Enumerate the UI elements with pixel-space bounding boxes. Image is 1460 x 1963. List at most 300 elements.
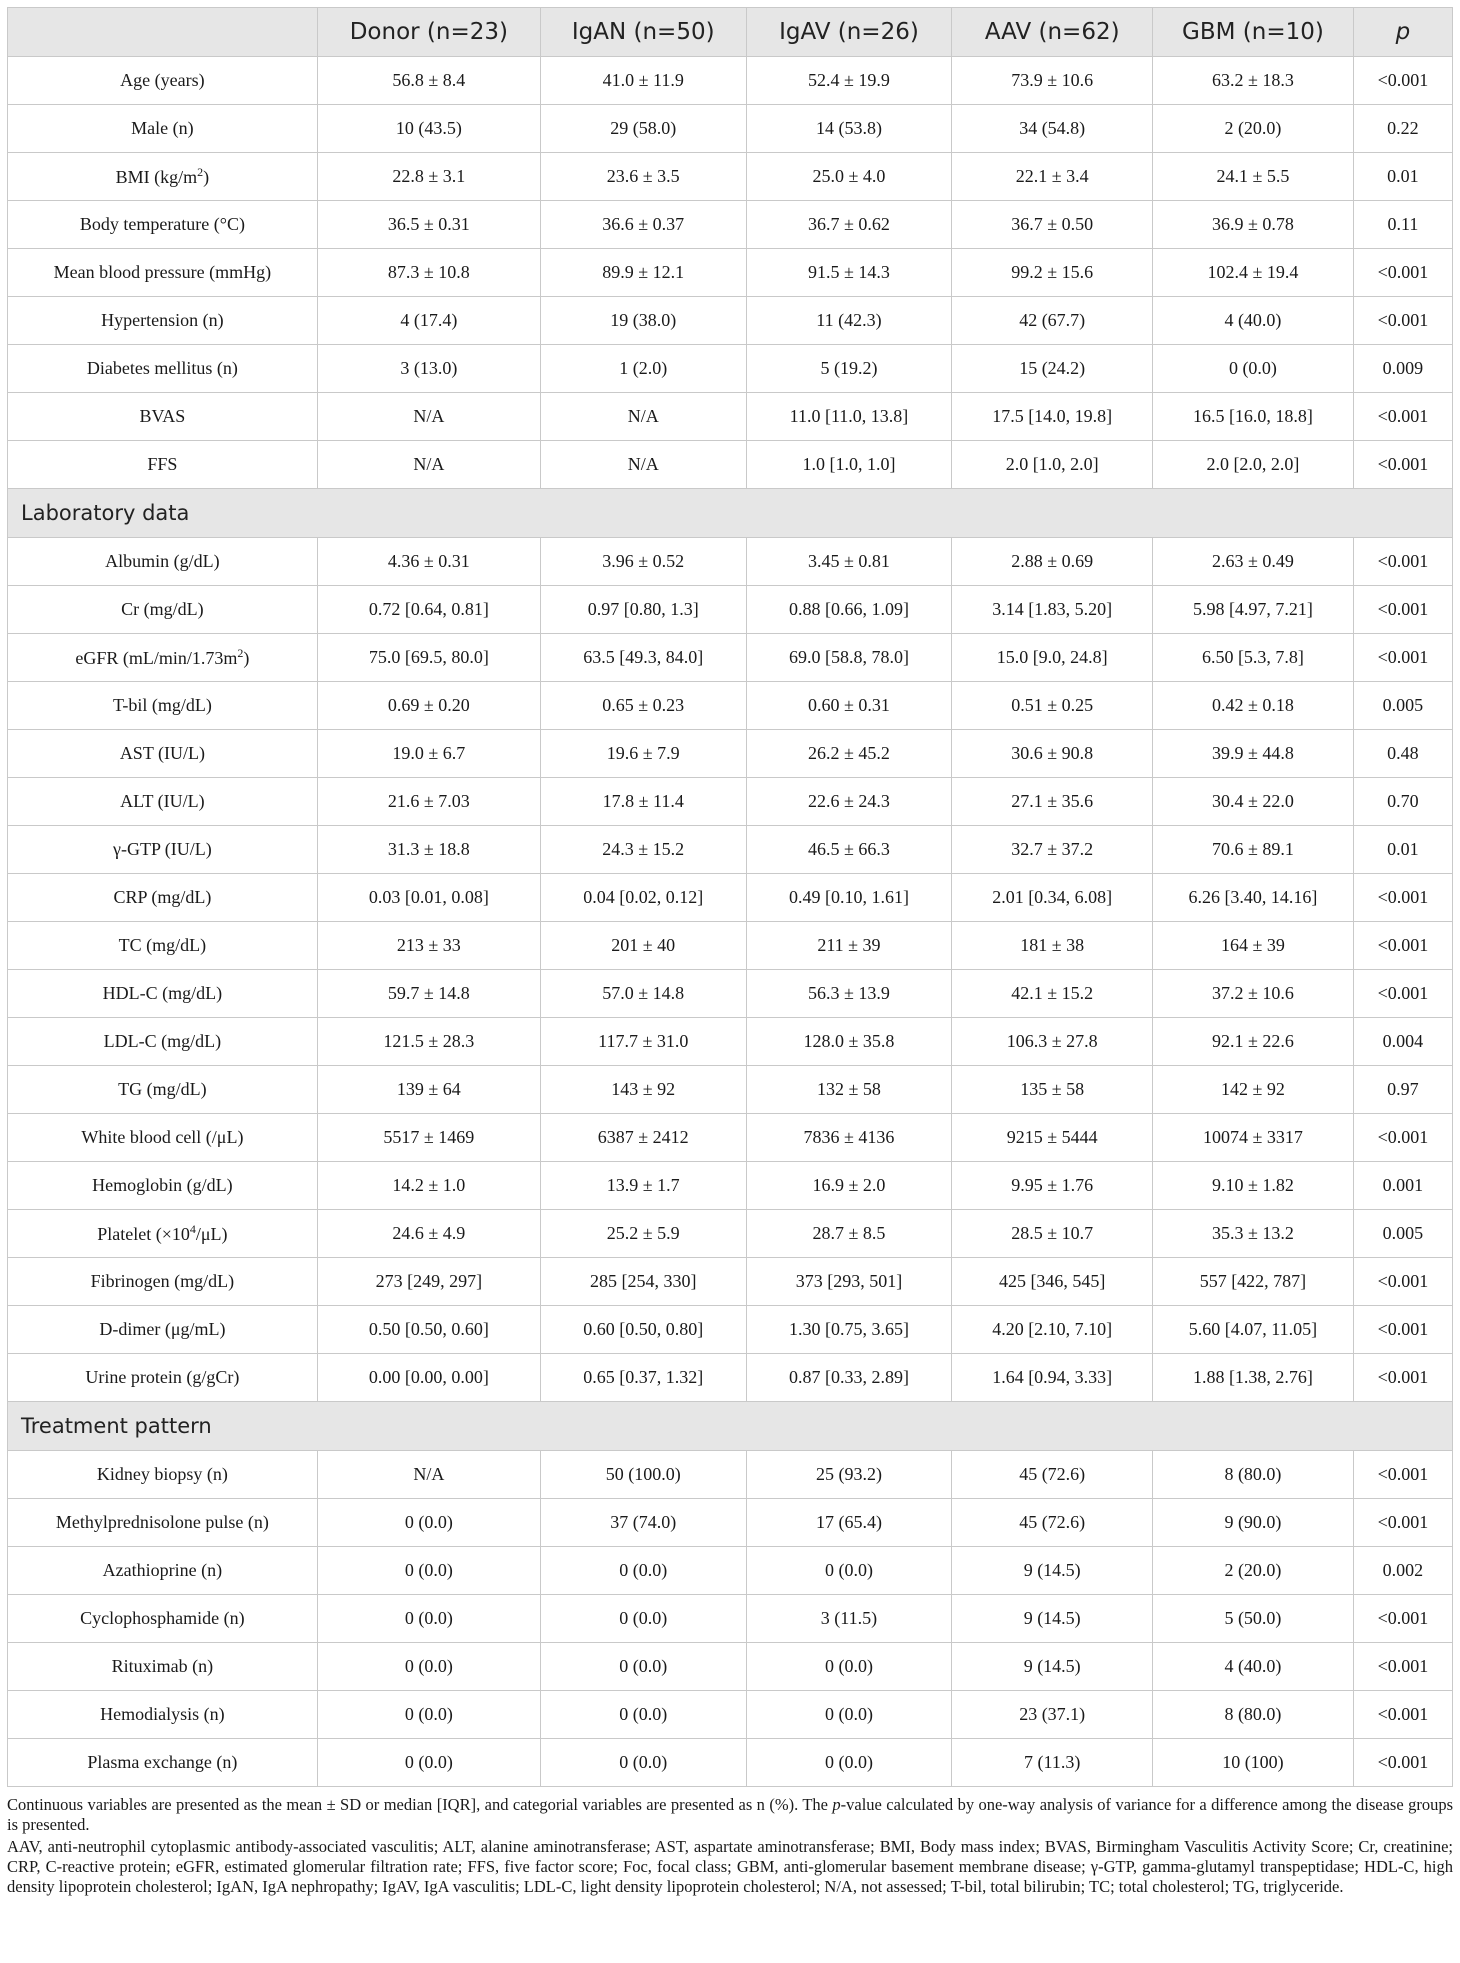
cell-donor: 87.3 ± 10.8	[317, 249, 540, 297]
row-label-superscript: 4	[189, 1222, 196, 1236]
cell-donor: 0 (0.0)	[317, 1739, 540, 1787]
cell-igav: 14 (53.8)	[746, 105, 952, 153]
cell-p: 0.002	[1353, 1547, 1452, 1595]
row-label-text: Rituximab (n)	[111, 1656, 214, 1676]
row-label-text: Albumin (g/dL)	[105, 551, 220, 571]
cell-igav: 36.7 ± 0.62	[746, 201, 952, 249]
cell-gbm: 10 (100)	[1153, 1739, 1354, 1787]
cell-donor: 0 (0.0)	[317, 1499, 540, 1547]
cell-igan: 0.65 ± 0.23	[540, 682, 746, 730]
cell-igan: 117.7 ± 31.0	[540, 1018, 746, 1066]
row-label	[8, 1451, 318, 1499]
section-title: Treatment pattern	[8, 1402, 1453, 1451]
row-label-text: Mean blood pressure (mmHg)	[53, 262, 272, 282]
cell-aav: 3.14 [1.83, 5.20]	[952, 586, 1153, 634]
cell-igav: 5 (19.2)	[746, 345, 952, 393]
cell-igav: 11 (42.3)	[746, 297, 952, 345]
cell-igan: N/A	[540, 441, 746, 489]
cell-gbm: 6.50 [5.3, 7.8]	[1153, 634, 1354, 682]
clinical-characteristics-table	[7, 7, 1453, 1787]
row-label-text: CRP (mg/dL)	[113, 887, 212, 907]
cell-gbm: 36.9 ± 0.78	[1153, 201, 1354, 249]
cell-igan: 285 [254, 330]	[540, 1258, 746, 1306]
cell-igan: 89.9 ± 12.1	[540, 249, 746, 297]
cell-igan: 0 (0.0)	[540, 1595, 746, 1643]
cell-donor: N/A	[317, 441, 540, 489]
row-label-text: AST (IU/L)	[119, 743, 205, 763]
cell-igav: 11.0 [11.0, 13.8]	[746, 393, 952, 441]
table-row	[8, 682, 1453, 730]
table-row	[8, 538, 1453, 586]
cell-p: 0.005	[1353, 1210, 1452, 1258]
cell-donor: 121.5 ± 28.3	[317, 1018, 540, 1066]
cell-aav: 42.1 ± 15.2	[952, 970, 1153, 1018]
cell-p: <0.001	[1353, 1643, 1452, 1691]
cell-igan: 0.60 [0.50, 0.80]	[540, 1306, 746, 1354]
table-body	[8, 57, 1453, 1787]
cell-igav: 52.4 ± 19.9	[746, 57, 952, 105]
cell-gbm: 63.2 ± 18.3	[1153, 57, 1354, 105]
cell-p: 0.01	[1353, 826, 1452, 874]
cell-igav: 0.49 [0.10, 1.61]	[746, 874, 952, 922]
table-row	[8, 970, 1453, 1018]
cell-igan: 0.65 [0.37, 1.32]	[540, 1354, 746, 1402]
footnote-p-italic: p	[832, 1795, 841, 1814]
cell-gbm: 4 (40.0)	[1153, 297, 1354, 345]
cell-igan: 0 (0.0)	[540, 1643, 746, 1691]
cell-gbm: 557 [422, 787]	[1153, 1258, 1354, 1306]
cell-p: 0.005	[1353, 682, 1452, 730]
cell-igan: 25.2 ± 5.9	[540, 1210, 746, 1258]
row-label	[8, 57, 318, 105]
cell-igav: 0 (0.0)	[746, 1739, 952, 1787]
cell-p: 0.009	[1353, 345, 1452, 393]
cell-igan: 201 ± 40	[540, 922, 746, 970]
cell-gbm: 102.4 ± 19.4	[1153, 249, 1354, 297]
row-label-text: Age (years)	[120, 70, 205, 90]
cell-p: <0.001	[1353, 1739, 1452, 1787]
cell-p: 0.11	[1353, 201, 1452, 249]
cell-igan: 1 (2.0)	[540, 345, 746, 393]
row-label-text: Cr (mg/dL)	[121, 599, 204, 619]
table-row	[8, 1258, 1453, 1306]
cell-donor: 4.36 ± 0.31	[317, 538, 540, 586]
cell-gbm: 164 ± 39	[1153, 922, 1354, 970]
cell-igav: 25.0 ± 4.0	[746, 153, 952, 201]
cell-aav: 9 (14.5)	[952, 1643, 1153, 1691]
cell-p: <0.001	[1353, 1691, 1452, 1739]
cell-donor: 0.03 [0.01, 0.08]	[317, 874, 540, 922]
row-label	[8, 249, 318, 297]
table-row	[8, 297, 1453, 345]
cell-aav: 99.2 ± 15.6	[952, 249, 1153, 297]
cell-p: <0.001	[1353, 1451, 1452, 1499]
row-label-text: T-bil (mg/dL)	[112, 695, 212, 715]
cell-igav: 0 (0.0)	[746, 1547, 952, 1595]
cell-gbm: 8 (80.0)	[1153, 1691, 1354, 1739]
row-label	[8, 393, 318, 441]
cell-p: <0.001	[1353, 1114, 1452, 1162]
row-label-text: eGFR (mL/min/1.73m	[75, 648, 238, 668]
cell-gbm: 8 (80.0)	[1153, 1451, 1354, 1499]
row-label	[8, 153, 318, 201]
row-label-text: LDL-C (mg/dL)	[103, 1031, 222, 1051]
header-cell-p: p	[1353, 8, 1452, 57]
cell-igav: 28.7 ± 8.5	[746, 1210, 952, 1258]
cell-gbm: 2.0 [2.0, 2.0]	[1153, 441, 1354, 489]
row-label-text: Cyclophosphamide (n)	[80, 1608, 245, 1628]
table-row	[8, 1114, 1453, 1162]
cell-igan: 24.3 ± 15.2	[540, 826, 746, 874]
cell-aav: 30.6 ± 90.8	[952, 730, 1153, 778]
cell-aav: 0.51 ± 0.25	[952, 682, 1153, 730]
cell-gbm: 5.98 [4.97, 7.21]	[1153, 586, 1354, 634]
header-cell-igan: IgAN (n=50)	[540, 8, 746, 57]
cell-gbm: 5 (50.0)	[1153, 1595, 1354, 1643]
cell-igav: 0.88 [0.66, 1.09]	[746, 586, 952, 634]
row-label	[8, 1499, 318, 1547]
cell-p: <0.001	[1353, 57, 1452, 105]
cell-p: 0.004	[1353, 1018, 1452, 1066]
cell-aav: 425 [346, 545]	[952, 1258, 1153, 1306]
row-label	[8, 201, 318, 249]
cell-gbm: 6.26 [3.40, 14.16]	[1153, 874, 1354, 922]
row-label-text: BMI (kg/m	[115, 167, 198, 187]
cell-aav: 34 (54.8)	[952, 105, 1153, 153]
cell-aav: 73.9 ± 10.6	[952, 57, 1153, 105]
footnote-abbreviations: AAV, anti-neutrophil cytoplasmic antibody-associated vasculitis; ALT, alanine aminotransferase; AST, aspartate aminotransferase; BMI, Body mass index; BVAS, Birmingham Vasculitis Activity Score; Cr, creatinine; CRP, C-reactive protein; eGFR, estimated glomerular filtration rate; FFS, five factor score; Foc, focal class; GBM, anti-glomerular basement membrane disease; γ-GTP, gamma-glutamyl transpeptidase; HDL-C, high density lipoprotein cholesterol; IgAN, IgA nephropathy; IgAV, IgA vasculitis; LDL-C, light density lipoprotein cholesterol; N/A, not assessed; T-bil, total bilirubin; TC; total cholesterol; TG, triglyceride.	[7, 1837, 1453, 1896]
cell-igav: 3.45 ± 0.81	[746, 538, 952, 586]
table-row	[8, 1547, 1453, 1595]
cell-igav: 128.0 ± 35.8	[746, 1018, 952, 1066]
cell-igan: 0 (0.0)	[540, 1691, 746, 1739]
section-row	[8, 1402, 1453, 1451]
cell-p: 0.01	[1353, 153, 1452, 201]
cell-gbm: 10074 ± 3317	[1153, 1114, 1354, 1162]
cell-donor: 31.3 ± 18.8	[317, 826, 540, 874]
cell-igan: 37 (74.0)	[540, 1499, 746, 1547]
cell-p: 0.70	[1353, 778, 1452, 826]
cell-gbm: 1.88 [1.38, 2.76]	[1153, 1354, 1354, 1402]
row-label-text: ALT (IU/L)	[120, 791, 205, 811]
row-label-suffix: )	[203, 167, 210, 187]
cell-gbm: 2.63 ± 0.49	[1153, 538, 1354, 586]
cell-p: 0.22	[1353, 105, 1452, 153]
cell-aav: 9 (14.5)	[952, 1547, 1153, 1595]
cell-aav: 9215 ± 5444	[952, 1114, 1153, 1162]
row-label	[8, 1691, 318, 1739]
table-row	[8, 1066, 1453, 1114]
header-cell-aav: AAV (n=62)	[952, 8, 1153, 57]
cell-p: <0.001	[1353, 393, 1452, 441]
cell-donor: 0 (0.0)	[317, 1691, 540, 1739]
row-label-text: White blood cell (/μL)	[81, 1127, 244, 1147]
header-cell-igav: IgAV (n=26)	[746, 8, 952, 57]
cell-donor: 0.72 [0.64, 0.81]	[317, 586, 540, 634]
table-row	[8, 1306, 1453, 1354]
cell-igav: 7836 ± 4136	[746, 1114, 952, 1162]
row-label	[8, 730, 318, 778]
cell-p: <0.001	[1353, 634, 1452, 682]
cell-aav: 2.01 [0.34, 6.08]	[952, 874, 1153, 922]
cell-p: <0.001	[1353, 1499, 1452, 1547]
section-title: Laboratory data	[8, 489, 1453, 538]
table-row	[8, 922, 1453, 970]
row-label	[8, 1547, 318, 1595]
cell-gbm: 2 (20.0)	[1153, 1547, 1354, 1595]
cell-aav: 181 ± 38	[952, 922, 1153, 970]
table-row	[8, 441, 1453, 489]
cell-aav: 45 (72.6)	[952, 1499, 1153, 1547]
cell-p: <0.001	[1353, 970, 1452, 1018]
row-label-text: Diabetes mellitus (n)	[86, 358, 238, 378]
table-row	[8, 1643, 1453, 1691]
cell-p: <0.001	[1353, 922, 1452, 970]
header-cell-gbm: GBM (n=10)	[1153, 8, 1354, 57]
cell-p: <0.001	[1353, 1595, 1452, 1643]
cell-igan: 19.6 ± 7.9	[540, 730, 746, 778]
cell-donor: 5517 ± 1469	[317, 1114, 540, 1162]
cell-igan: 57.0 ± 14.8	[540, 970, 746, 1018]
cell-gbm: 5.60 [4.07, 11.05]	[1153, 1306, 1354, 1354]
row-label-text: Azathioprine (n)	[102, 1560, 223, 1580]
row-label-text: D-dimer (μg/mL)	[99, 1319, 226, 1339]
cell-donor: 14.2 ± 1.0	[317, 1162, 540, 1210]
row-label	[8, 297, 318, 345]
cell-donor: 0.50 [0.50, 0.60]	[317, 1306, 540, 1354]
cell-aav: 2.88 ± 0.69	[952, 538, 1153, 586]
cell-aav: 135 ± 58	[952, 1066, 1153, 1114]
row-label	[8, 1162, 318, 1210]
cell-aav: 42 (67.7)	[952, 297, 1153, 345]
table-row	[8, 1162, 1453, 1210]
cell-donor: 24.6 ± 4.9	[317, 1210, 540, 1258]
cell-donor: 139 ± 64	[317, 1066, 540, 1114]
table-page	[7, 7, 1453, 1897]
table-row	[8, 1018, 1453, 1066]
cell-p: 0.001	[1353, 1162, 1452, 1210]
cell-igav: 1.0 [1.0, 1.0]	[746, 441, 952, 489]
row-label-text: Kidney biopsy (n)	[96, 1464, 228, 1484]
row-label	[8, 538, 318, 586]
row-label	[8, 634, 318, 682]
row-label	[8, 1066, 318, 1114]
row-label	[8, 1114, 318, 1162]
row-label-text: HDL-C (mg/dL)	[102, 983, 223, 1003]
cell-gbm: 9.10 ± 1.82	[1153, 1162, 1354, 1210]
row-label	[8, 1643, 318, 1691]
row-label-suffix: /μL)	[195, 1224, 228, 1244]
table-row	[8, 1354, 1453, 1402]
cell-igav: 3 (11.5)	[746, 1595, 952, 1643]
cell-igan: 50 (100.0)	[540, 1451, 746, 1499]
table-header	[8, 8, 1453, 57]
cell-igav: 211 ± 39	[746, 922, 952, 970]
row-label	[8, 970, 318, 1018]
cell-igav: 0 (0.0)	[746, 1643, 952, 1691]
cell-igav: 22.6 ± 24.3	[746, 778, 952, 826]
cell-donor: 0.00 [0.00, 0.00]	[317, 1354, 540, 1402]
header-row	[8, 8, 1453, 57]
cell-gbm: 39.9 ± 44.8	[1153, 730, 1354, 778]
cell-p: <0.001	[1353, 249, 1452, 297]
cell-p: <0.001	[1353, 1354, 1452, 1402]
cell-aav: 1.64 [0.94, 3.33]	[952, 1354, 1153, 1402]
cell-igan: 13.9 ± 1.7	[540, 1162, 746, 1210]
table-row	[8, 1451, 1453, 1499]
cell-aav: 2.0 [1.0, 2.0]	[952, 441, 1153, 489]
cell-donor: N/A	[317, 1451, 540, 1499]
row-label-text: TG (mg/dL)	[118, 1079, 207, 1099]
cell-p: <0.001	[1353, 1306, 1452, 1354]
cell-aav: 32.7 ± 37.2	[952, 826, 1153, 874]
cell-igan: 3.96 ± 0.52	[540, 538, 746, 586]
row-label-text: γ-GTP (IU/L)	[113, 839, 212, 859]
footnote-methods-text-end: -value calculated by one-way analysis of variance for a difference among the disease groups is presented.	[7, 1795, 1453, 1834]
cell-aav: 27.1 ± 35.6	[952, 778, 1153, 826]
cell-gbm: 0 (0.0)	[1153, 345, 1354, 393]
section-row	[8, 489, 1453, 538]
cell-gbm: 4 (40.0)	[1153, 1643, 1354, 1691]
cell-igan: 0.97 [0.80, 1.3]	[540, 586, 746, 634]
cell-donor: 0 (0.0)	[317, 1595, 540, 1643]
cell-igav: 0.60 ± 0.31	[746, 682, 952, 730]
cell-aav: 7 (11.3)	[952, 1739, 1153, 1787]
cell-donor: 213 ± 33	[317, 922, 540, 970]
cell-p: 0.97	[1353, 1066, 1452, 1114]
cell-p: <0.001	[1353, 874, 1452, 922]
table-footnote	[7, 1795, 1453, 1897]
cell-igan: 143 ± 92	[540, 1066, 746, 1114]
cell-gbm: 16.5 [16.0, 18.8]	[1153, 393, 1354, 441]
cell-aav: 45 (72.6)	[952, 1451, 1153, 1499]
cell-gbm: 37.2 ± 10.6	[1153, 970, 1354, 1018]
cell-igan: 17.8 ± 11.4	[540, 778, 746, 826]
cell-aav: 28.5 ± 10.7	[952, 1210, 1153, 1258]
table-row	[8, 1210, 1453, 1258]
table-row	[8, 249, 1453, 297]
cell-igav: 26.2 ± 45.2	[746, 730, 952, 778]
row-label	[8, 1018, 318, 1066]
cell-p: <0.001	[1353, 441, 1452, 489]
cell-aav: 17.5 [14.0, 19.8]	[952, 393, 1153, 441]
row-label-text: Fibrinogen (mg/dL)	[90, 1271, 235, 1291]
table-row	[8, 634, 1453, 682]
cell-donor: 19.0 ± 6.7	[317, 730, 540, 778]
table-row	[8, 586, 1453, 634]
row-label	[8, 586, 318, 634]
row-label-superscript: 2	[237, 646, 244, 660]
cell-gbm: 9 (90.0)	[1153, 1499, 1354, 1547]
cell-igan: N/A	[540, 393, 746, 441]
footnote-methods	[7, 1795, 1453, 1835]
cell-gbm: 24.1 ± 5.5	[1153, 153, 1354, 201]
cell-igan: 0.04 [0.02, 0.12]	[540, 874, 746, 922]
cell-igav: 69.0 [58.8, 78.0]	[746, 634, 952, 682]
cell-igav: 1.30 [0.75, 3.65]	[746, 1306, 952, 1354]
row-label-text: Male (n)	[131, 118, 194, 138]
row-label	[8, 826, 318, 874]
cell-igav: 0 (0.0)	[746, 1691, 952, 1739]
cell-donor: 59.7 ± 14.8	[317, 970, 540, 1018]
cell-igan: 0 (0.0)	[540, 1739, 746, 1787]
row-label-text: Hemoglobin (g/dL)	[92, 1175, 233, 1195]
cell-p: <0.001	[1353, 297, 1452, 345]
cell-donor: 0.69 ± 0.20	[317, 682, 540, 730]
cell-donor: 36.5 ± 0.31	[317, 201, 540, 249]
row-label-text: BVAS	[139, 406, 186, 426]
cell-igan: 41.0 ± 11.9	[540, 57, 746, 105]
row-label	[8, 778, 318, 826]
row-label-suffix: )	[243, 648, 250, 668]
cell-aav: 36.7 ± 0.50	[952, 201, 1153, 249]
row-label	[8, 105, 318, 153]
cell-donor: 0 (0.0)	[317, 1547, 540, 1595]
cell-aav: 9 (14.5)	[952, 1595, 1153, 1643]
cell-donor: 56.8 ± 8.4	[317, 57, 540, 105]
table-row	[8, 1499, 1453, 1547]
table-row	[8, 153, 1453, 201]
cell-igav: 373 [293, 501]	[746, 1258, 952, 1306]
row-label	[8, 1595, 318, 1643]
cell-aav: 15.0 [9.0, 24.8]	[952, 634, 1153, 682]
row-label-text: Hypertension (n)	[101, 310, 224, 330]
table-row	[8, 826, 1453, 874]
table-row	[8, 874, 1453, 922]
cell-igan: 23.6 ± 3.5	[540, 153, 746, 201]
table-row	[8, 57, 1453, 105]
cell-gbm: 92.1 ± 22.6	[1153, 1018, 1354, 1066]
row-label-text: TC (mg/dL)	[118, 935, 207, 955]
cell-gbm: 30.4 ± 22.0	[1153, 778, 1354, 826]
cell-igav: 132 ± 58	[746, 1066, 952, 1114]
cell-gbm: 35.3 ± 13.2	[1153, 1210, 1354, 1258]
cell-aav: 4.20 [2.10, 7.10]	[952, 1306, 1153, 1354]
row-label-superscript: 2	[197, 165, 204, 179]
row-label	[8, 874, 318, 922]
cell-igav: 0.87 [0.33, 2.89]	[746, 1354, 952, 1402]
header-cell-variable	[8, 8, 318, 57]
row-label-text: Platelet (×10	[97, 1224, 190, 1244]
row-label-text: FFS	[147, 454, 178, 474]
cell-gbm: 70.6 ± 89.1	[1153, 826, 1354, 874]
footnote-methods-text: Continuous variables are presented as the mean ± SD or median [IQR], and categorial variables are presented as n (%). The	[7, 1795, 833, 1814]
row-label-text: Methylprednisolone pulse (n)	[55, 1512, 269, 1532]
cell-igav: 56.3 ± 13.9	[746, 970, 952, 1018]
row-label-text: Urine protein (g/gCr)	[85, 1367, 240, 1387]
row-label	[8, 1258, 318, 1306]
cell-igan: 0 (0.0)	[540, 1547, 746, 1595]
row-label	[8, 922, 318, 970]
row-label	[8, 1354, 318, 1402]
cell-igan: 29 (58.0)	[540, 105, 746, 153]
row-label	[8, 1739, 318, 1787]
cell-p: <0.001	[1353, 1258, 1452, 1306]
cell-igav: 46.5 ± 66.3	[746, 826, 952, 874]
cell-gbm: 0.42 ± 0.18	[1153, 682, 1354, 730]
cell-gbm: 2 (20.0)	[1153, 105, 1354, 153]
cell-igav: 91.5 ± 14.3	[746, 249, 952, 297]
table-row	[8, 778, 1453, 826]
header-cell-donor: Donor (n=23)	[317, 8, 540, 57]
cell-p: 0.48	[1353, 730, 1452, 778]
cell-p: <0.001	[1353, 538, 1452, 586]
table-row	[8, 345, 1453, 393]
cell-donor: 0 (0.0)	[317, 1643, 540, 1691]
cell-aav: 22.1 ± 3.4	[952, 153, 1153, 201]
cell-donor: N/A	[317, 393, 540, 441]
row-label	[8, 345, 318, 393]
